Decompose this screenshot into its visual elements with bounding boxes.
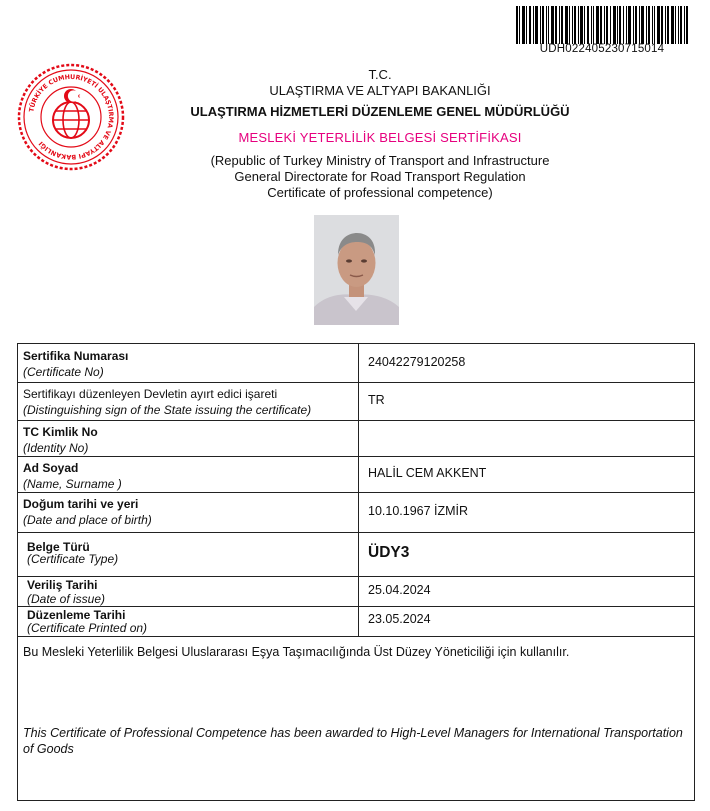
field-label: Sertifika Numarası [23, 349, 129, 363]
table-row [18, 492, 694, 533]
table-row [18, 606, 694, 637]
field-sublabel: (Name, Surname ) [23, 477, 122, 491]
table-row [18, 532, 694, 577]
header-directorate: ULAŞTIRMA HİZMETLERİ DÜZENLEME GENEL MÜDÜRLÜĞÜ [190, 104, 570, 119]
field-label: Veriliş Tarihi [27, 578, 98, 592]
table-row [18, 344, 694, 383]
field-label: Doğum tarihi ve yeri [23, 497, 139, 511]
description-turkish: Bu Mesleki Yeterlilik Belgesi Uluslararası Eşya Taşımacılığında Üst Düzey Yöneticiliği için kullanılır. [23, 645, 570, 659]
ministry-seal-icon [16, 62, 126, 172]
header-tc: T.C. [368, 67, 392, 82]
table-row [18, 420, 694, 457]
field-sublabel: (Certificate No) [23, 365, 104, 379]
certificate-title: MESLEKİ YETERLİLİK BELGESİ SERTİFİKASI [238, 130, 522, 145]
printed-date-value: 23.05.2024 [368, 612, 431, 626]
barcode [516, 6, 688, 44]
field-label: Belge Türü [27, 540, 90, 554]
table-row [18, 456, 694, 493]
issue-date-value: 25.04.2024 [368, 583, 431, 597]
field-label: Ad Soyad [23, 461, 79, 475]
barcode-number: UDH022405230715014 [539, 43, 665, 55]
english-header-line3: Certificate of professional competence) [267, 185, 493, 200]
header-ministry: ULAŞTIRMA VE ALTYAPI BAKANLIĞI [269, 83, 491, 98]
field-sublabel: (Distinguishing sign of the State issuing the certificate) [23, 403, 312, 417]
table-row [18, 382, 694, 421]
field-sublabel: (Date and place of birth) [23, 513, 152, 527]
field-sublabel: (Identity No) [23, 441, 89, 455]
field-label: Düzenleme Tarihi [27, 608, 126, 622]
english-header-line2: General Directorate for Road Transport Regulation [234, 169, 526, 184]
field-sublabel: (Date of issue) [27, 592, 106, 606]
english-header [130, 153, 630, 201]
name-surname-value: HALİL CEM AKKENT [368, 466, 487, 480]
seal-ring-text: TÜRKİYE CUMHURİYETİ ULAŞTIRMA VE ALTYAPI BAKANLIĞI [28, 73, 115, 161]
field-label: Sertifikayı düzenleyen Devletin ayırt edici işareti [23, 387, 278, 401]
field-sublabel: (Certificate Printed on) [27, 621, 148, 635]
holder-photo [314, 215, 399, 325]
table-row [18, 576, 694, 607]
birth-date-place-value: 10.10.1967 İZMİR [368, 504, 469, 518]
field-sublabel: (Certificate Type) [27, 552, 119, 566]
certificate-type-value: ÜDY3 [368, 544, 410, 561]
certificate-details-table [17, 343, 695, 801]
certificate-number-value: 24042279120258 [368, 355, 466, 369]
field-label: TC Kimlik No [23, 425, 98, 439]
description-english: This Certificate of Professional Competence has been awarded to High-Level Managers for International Transportation of Goods [23, 726, 683, 756]
state-sign-value: TR [368, 393, 385, 407]
english-header-line1: (Republic of Turkey Ministry of Transport and Infrastructure [210, 153, 550, 168]
